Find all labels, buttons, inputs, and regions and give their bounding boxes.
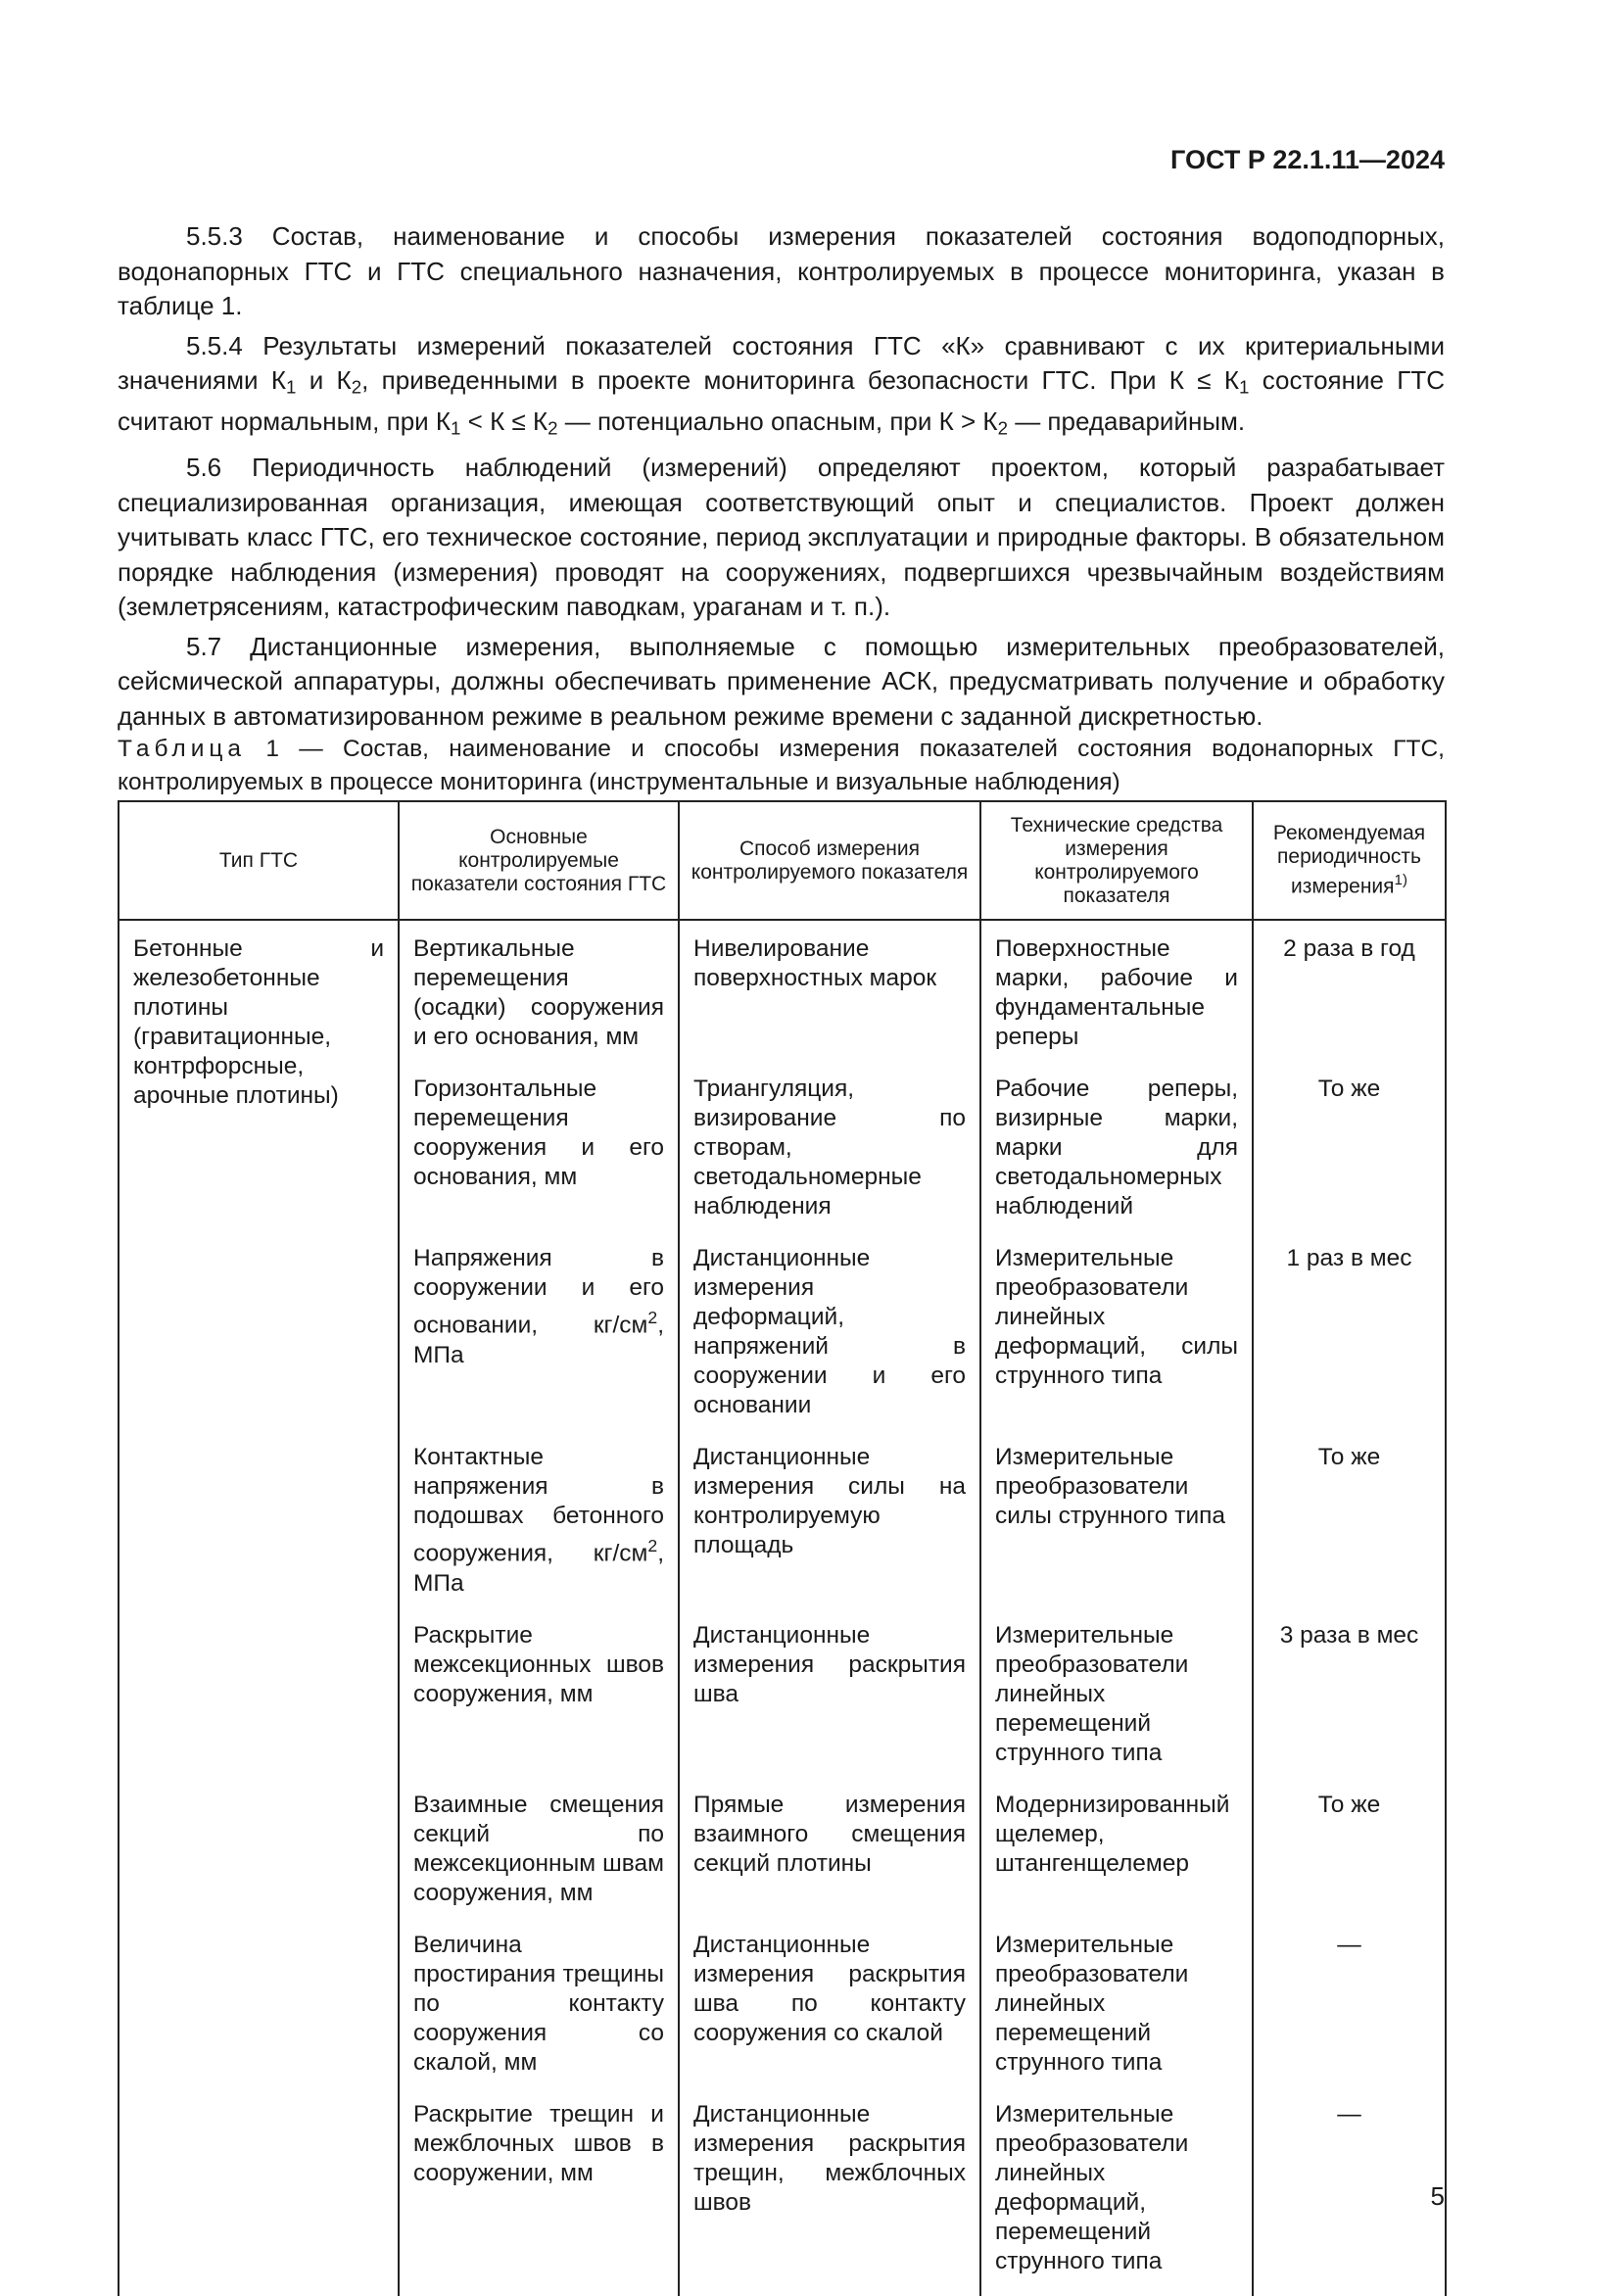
paragraph-5-5-3: 5.5.3 Состав, наименование и способы измерения показателей состояния водоподпорных, водонапорных ГТС и ГТС специального назначения, контролируемых в процессе мониторинга, указан в таблице 1. [118,221,1445,320]
means-cell: Модернизированный щелемер, штангенщелемер [980,1786,1253,1926]
means-cell: Поверхностные марки, рабочие и фундаментальные реперы [980,930,1253,1070]
indicator-cell: Напряжения в сооружении и его основании, $кг/см^2$, МПа [399,1239,679,1438]
method-cell: Дистанционные измерения раскрытия шва [679,1616,980,1786]
indicator-cell: Величина простирания трещины по контакту сооружения со скалой, мм [399,1926,679,2095]
method-cell: Прямые измерения взаимного смещения секций плотины [679,1786,980,1926]
means-cell: Измерительные преобразователи линейных перемещений струнного типа [980,1616,1253,1786]
frequency-cell: То же [1253,1438,1446,1616]
means-cell: Измерительные преобразователи линейных перемещений струнного типа [980,1926,1253,2095]
frequency-cell: 3 раза в мес [1253,1616,1446,1786]
type-cell: Бетонные и железобетонные плотины (гравитационные, контрфорсные, арочные плотины) [119,930,399,2296]
frequency-cell: — [1253,2095,1446,2296]
method-cell: Дистанционные измерения силы на контролируемую площадь [679,1438,980,1616]
method-cell: Триангуляция, визирование по створам, светодальномерные наблюдения [679,1070,980,1239]
paragraph-5-5-4: 5.5.4 Результаты измерений показателей состояния ГТС «К» сравнивают с их критериальными значениями $К_1$ и $К_2$, приведенными в проекте мониторинга безопасности ГТС. При $К \le К_1$ состояние ГТС считают нормальным, при $К_1 < К \le К_2$ — потенциально опасным, при $К > К_2$ — предаварийным. [118,330,1446,439]
frequency-cell: 2 раза в год [1253,930,1446,1070]
table-caption-text: 1 — Состав, наименование и способы измерения показателей состояния водонапорных ГТС, контролируемых в процессе мониторинга (инструментальные и визуальные наблюдения) [118,736,1445,795]
body-text [118,219,1445,739]
document-header: ГОСТ Р 22.1.11—2024 [1170,145,1445,174]
indicator-cell: Раскрытие межсекционных швов сооружения, мм [399,1616,679,1786]
indicator-cell: Горизонтальные перемещения сооружения и его основания, мм [399,1070,679,1239]
table-caption-label: Таблица [118,736,247,762]
table-row [119,930,1446,1070]
frequency-cell: — [1253,1926,1446,2095]
indicator-cell: Контактные напряжения в подошвах бетонного сооружения, $кг/см^2$, МПа [399,1438,679,1616]
indicator-cell: Вертикальные перемещения (осадки) сооружения и его основания, мм [399,930,679,1070]
table-gap-row [119,920,1446,930]
monitoring-table [118,800,1447,2296]
header-method: Способ измерения контролируемого показателя [679,801,980,920]
indicator-cell: Раскрытие трещин и межблочных швов в сооружении, мм [399,2095,679,2296]
indicator-cell: Взаимные смещения секций по межсекционным швам сооружения, мм [399,1786,679,1926]
method-cell: Дистанционные измерения деформаций, напряжений в сооружении и его основании [679,1239,980,1438]
header-frequency: Рекомендуемая периодичность измерения$^{1)}$ [1253,801,1446,920]
header-means: Технические средства измерения контролируемого показателя [980,801,1253,920]
method-cell: Дистанционные измерения раскрытия трещин, межблочных швов [679,2095,980,2296]
means-cell: Рабочие реперы, визирные марки, марки для светодальномерных наблюдений [980,1070,1253,1239]
table-header-row [119,801,1446,920]
header-indicators: Основные контролируемые показатели состояния ГТС [399,801,679,920]
header-type: Тип ГТС [119,801,399,920]
paragraph-5-6: 5.6 Периодичность наблюдений (измерений) определяют проектом, который разрабатывает специализированная организация, имеющая соответствующий опыт и специалистов. Проект должен учитывать класс ГТС, его техническое состояние, период эксплуатации и природные факторы. В обязательном порядке наблюдения (измерения) проводят на сооружениях, подвергшихся чрезвычайным воздействиям (землетрясениям, катастрофическим паводкам, ураганам и т. п.). [118,453,1445,622]
means-cell: Измерительные преобразователи линейных деформаций, силы струнного типа [980,1239,1253,1438]
table-caption [118,733,1445,799]
page-number: 5 [1430,2181,1445,2211]
frequency-cell: То же [1253,1786,1446,1926]
frequency-cell: То же [1253,1070,1446,1239]
frequency-cell: 1 раз в мес [1253,1239,1446,1438]
paragraph-5-7: 5.7 Дистанционные измерения, выполняемые с помощью измерительных преобразователей, сейсмической аппаратуры, должны обеспечивать применение АСК, предусматривать получение и обработку данных в автоматизированном режиме в реальном режиме времени с заданной дискретностью. [118,631,1445,731]
means-cell: Измерительные преобразователи силы струнного типа [980,1438,1253,1616]
method-cell: Дистанционные измерения раскрытия шва по контакту сооружения со скалой [679,1926,980,2095]
method-cell: Нивелирование поверхностных марок [679,930,980,1070]
means-cell: Измерительные преобразователи линейных деформаций, перемещений струнного типа [980,2095,1253,2296]
